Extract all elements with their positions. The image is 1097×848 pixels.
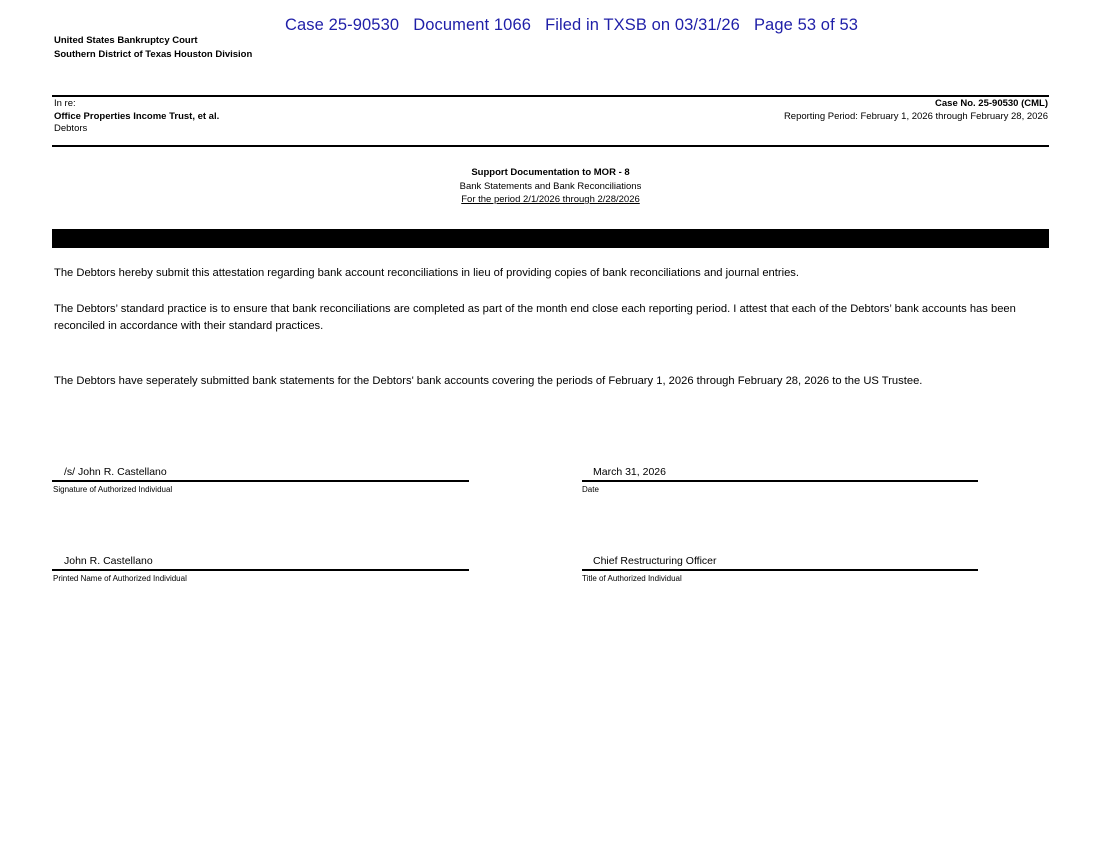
document-subtitle: Bank Statements and Bank Reconciliations (459, 180, 642, 192)
court-name: United States Bankruptcy Court (54, 35, 198, 46)
stamp-document: Document 1066 (413, 16, 531, 34)
date-line (582, 480, 978, 482)
printed-name-line (52, 569, 469, 571)
printed-name-value: John R. Castellano (64, 555, 153, 567)
debtors-label: Debtors (54, 123, 88, 134)
court-heading (54, 34, 252, 62)
attestation-paragraph-3: The Debtors have seperately submitted bank statements for the Debtors' bank accounts covering the periods of February 1, 2026 through February 28, 2026 to the US Trustee. (54, 375, 923, 387)
date-caption: Date (582, 485, 599, 494)
document-title: Support Documentation to MOR - 8 (471, 167, 630, 178)
attestation-paragraph-2: The Debtors’ standard practice is to ensure that bank reconciliations are completed as part of the month end close each reporting period. I attest that each of the Debtors’ bank accounts has been reconciled in accordance with their standard practices. (54, 303, 1016, 332)
document-title-block (52, 166, 1049, 207)
stamp-case: Case 25-90530 (285, 16, 400, 34)
signature-line (52, 480, 469, 482)
case-caption-right (784, 98, 1048, 123)
reporting-period: Reporting Period: February 1, 2026 through February 28, 2026 (783, 110, 1048, 122)
title-line (582, 569, 978, 571)
title-caption: Title of Authorized Individual (582, 574, 682, 583)
signature-value: /s/ John R. Castellano (64, 466, 167, 478)
case-caption-left (54, 98, 219, 136)
section-divider-bar (52, 229, 1049, 248)
caption-top-rule (52, 95, 1049, 97)
date-value: March 31, 2026 (593, 466, 666, 478)
stamp-filed: Filed in TXSB on 03/31/26 (545, 16, 740, 34)
title-value: Chief Restructuring Officer (593, 555, 717, 567)
filing-stamp (285, 16, 858, 35)
case-number: Case No. 25-90530 (CML) (935, 98, 1048, 109)
debtor-name: Office Properties Income Trust, et al. (54, 110, 220, 122)
caption-bottom-rule (52, 145, 1049, 147)
printed-name-caption: Printed Name of Authorized Individual (53, 574, 187, 583)
attestation-paragraph-1: The Debtors hereby submit this attestation regarding bank account reconciliations in lieu of providing copies of bank reconciliations and journal entries. (54, 267, 800, 279)
in-re-label: In re: (54, 98, 76, 109)
document-period: For the period 2/1/2026 through 2/28/2026 (461, 194, 640, 205)
signature-caption: Signature of Authorized Individual (53, 485, 173, 494)
court-division: Southern District of Texas Houston Division (54, 49, 253, 60)
stamp-page: Page 53 of 53 (753, 16, 859, 34)
